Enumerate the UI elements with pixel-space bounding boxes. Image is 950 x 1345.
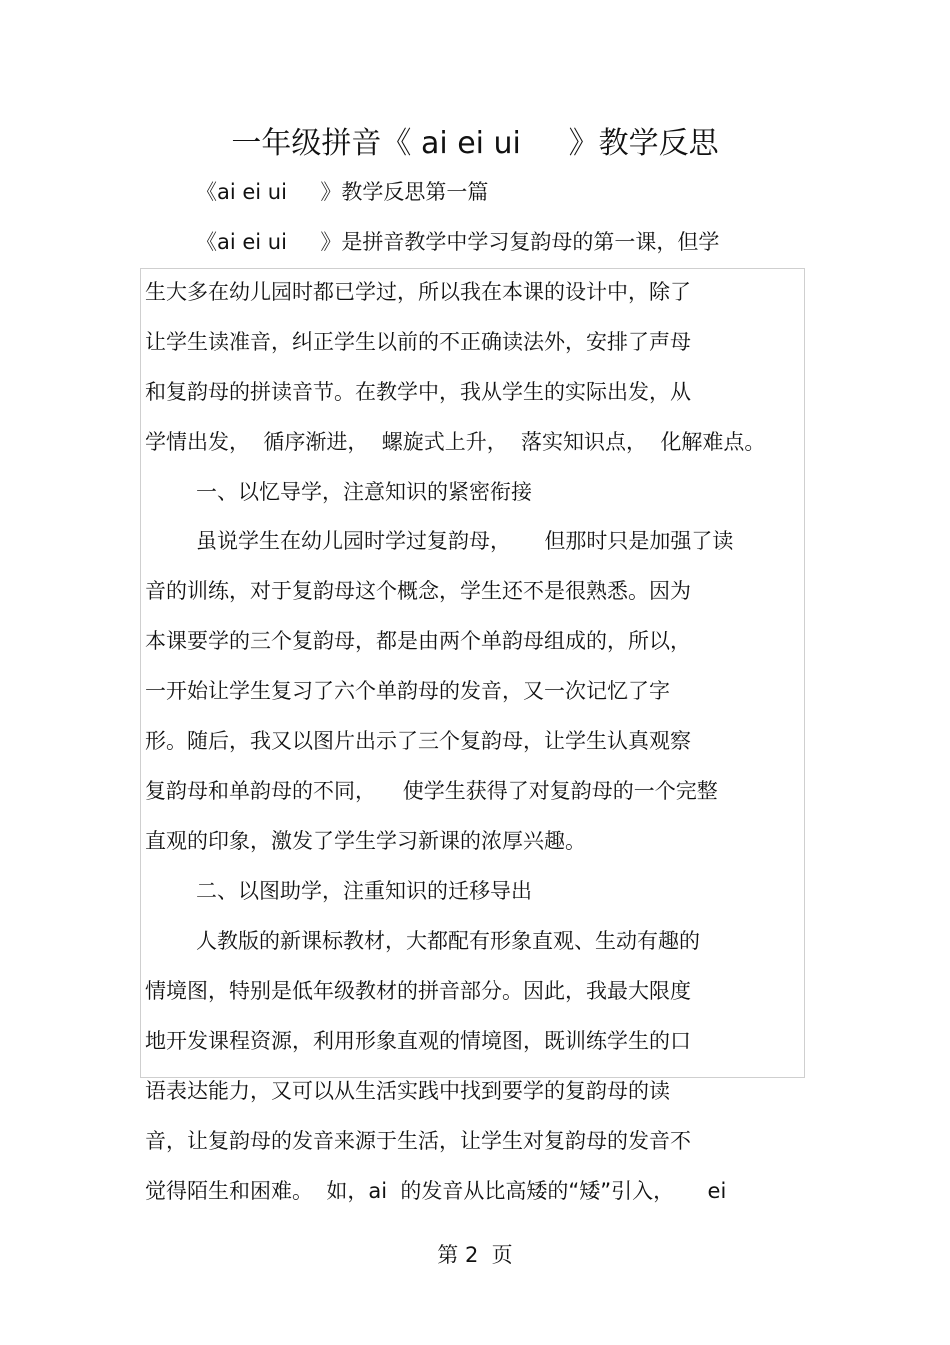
paragraph-line: 本课要学的三个复韵母，都是由两个单韵母组成的，所以，	[145, 629, 691, 653]
paragraph-line: 虽说学生在幼儿园时学过复韵母， 但那时只是加强了读	[196, 529, 734, 553]
document-title: 一年级拼音《 ai ei ui 》教学反思	[231, 126, 719, 161]
paragraph-line: 学情出发， 循序渐进， 螺旋式上升， 落实知识点， 化解难点。	[145, 430, 766, 454]
paragraph-line: 和复韵母的拼读音节。在教学中，我从学生的实际出发，从	[145, 380, 691, 404]
subtitle: 《ai ei ui 》教学反思第一篇	[196, 180, 489, 204]
section-heading: 一、以忆导学，注意知识的紧密衔接	[196, 480, 532, 504]
paragraph-line: 地开发课程资源，利用形象直观的情境图，既训练学生的口	[145, 1029, 691, 1053]
paragraph-line: 生大多在幼儿园时都已学过，所以我在本课的设计中，除了	[145, 280, 691, 304]
paragraph-line: 《ai ei ui 》是拼音教学中学习复韵母的第一课，但学	[196, 230, 720, 254]
page-number: 第 2 页	[437, 1243, 513, 1267]
paragraph-line: 音，让复韵母的发音来源于生活，让学生对复韵母的发音不	[145, 1129, 691, 1153]
paragraph-line: 形。随后，我又以图片出示了三个复韵母，让学生认真观察	[145, 729, 691, 753]
paragraph-line: 复韵母和单韵母的不同， 使学生获得了对复韵母的一个完整	[145, 779, 718, 803]
section-heading: 二、以图助学，注重知识的迁移导出	[196, 879, 532, 903]
paragraph-line: 让学生读准音，纠正学生以前的不正确读法外，安排了声母	[145, 330, 691, 354]
paragraph-line: 音的训练，对于复韵母这个概念，学生还不是很熟悉。因为	[145, 579, 691, 603]
paragraph-line: 直观的印象，激发了学生学习新课的浓厚兴趣。	[145, 829, 586, 853]
paragraph-line: 觉得陌生和困难。 如，ai 的发音从比高矮的“矮”引入， ei	[145, 1179, 727, 1203]
paragraph-line: 语表达能力，又可以从生活实践中找到要学的复韵母的读	[145, 1079, 670, 1103]
paragraph-line: 情境图，特别是低年级教材的拼音部分。因此，我最大限度	[145, 979, 691, 1003]
paragraph-line: 人教版的新课标教材，大都配有形象直观、生动有趣的	[196, 929, 700, 953]
paragraph-line: 一开始让学生复习了六个单韵母的发音，又一次记忆了字	[145, 679, 670, 703]
